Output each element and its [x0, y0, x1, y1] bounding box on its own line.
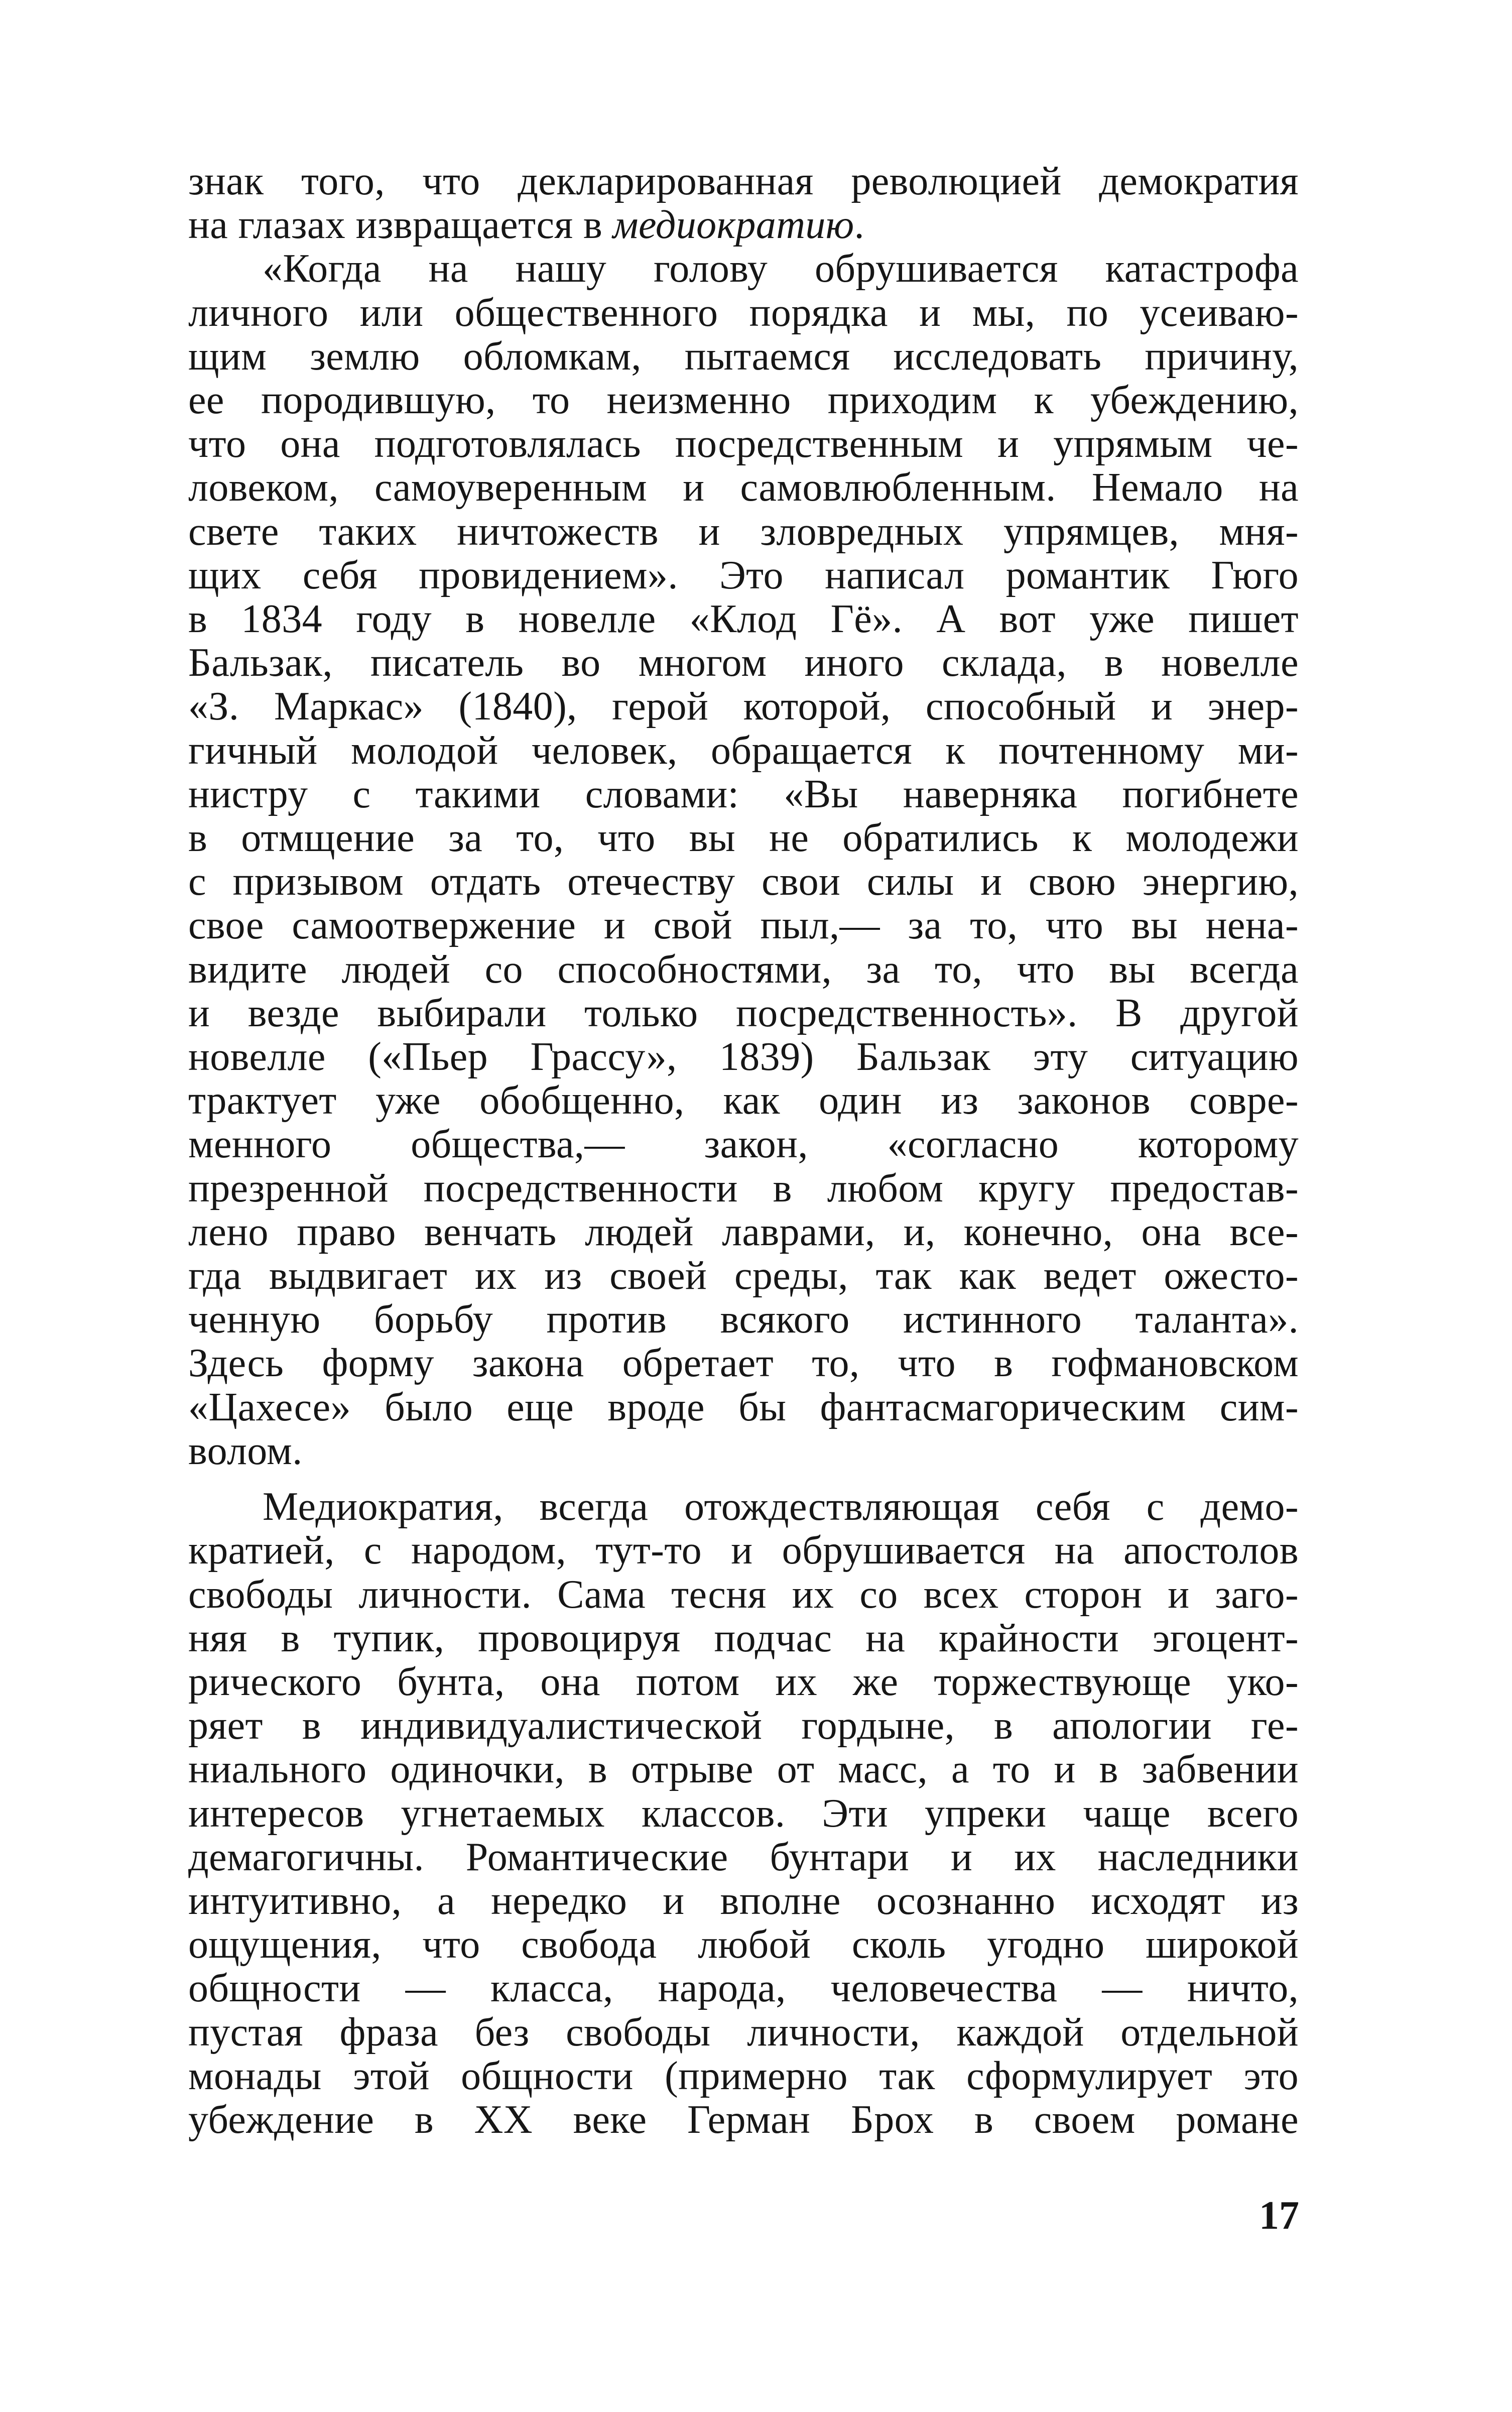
- text-line: рического бунта, она потом их же торжествующе уко-: [188, 1659, 1299, 1704]
- text-line: убеждение в XX веке Герман Брох в своем романе: [188, 2097, 1299, 2142]
- text-line: свободы личности. Сама тесня их со всех сторон и заго-: [188, 1572, 1299, 1617]
- text-line: ловеком, самоуверенным и самовлюбленным. Немало на: [188, 465, 1299, 510]
- text-line: интересов угнетаемых классов. Эти упреки чаще всего: [188, 1791, 1299, 1836]
- text-line: ченную борьбу против всякого истинного таланта».: [188, 1297, 1299, 1342]
- text-line: Здесь форму закона обретает то, что в гофмановском: [188, 1341, 1299, 1386]
- text-line-start: на глазах извращается в: [188, 203, 613, 248]
- text-line: в 1834 году в новелле «Клод Гё». А вот уже пишет: [188, 597, 1299, 642]
- text-line: свое самоотвержение и свой пыл,— за то, что вы нена-: [188, 903, 1299, 948]
- text-line: общности — класса, народа, человечества — ничто,: [188, 1966, 1299, 2011]
- text-line: щим землю обломкам, пытаемся исследовать причину,: [188, 334, 1299, 379]
- paragraph-3: [188, 1485, 1299, 2142]
- text-line: видите людей со способностями, за то, что вы всегда: [188, 947, 1299, 992]
- paragraph-1: [188, 160, 1299, 247]
- text-line: щих себя провидением». Это написал романтик Гюго: [188, 553, 1299, 597]
- text-line: презренной посредственности в любом кругу предостав-: [188, 1166, 1299, 1211]
- text-line: ощущения, что свобода любой сколь угодно широкой: [188, 1922, 1299, 1967]
- text-line: знак того, что декларированная революцией демократия: [188, 159, 1299, 203]
- paragraph-gap: [188, 1473, 1299, 1485]
- text-line: лено право венчать людей лаврами, и, конечно, она все-: [188, 1210, 1299, 1254]
- page-body: [188, 160, 1299, 2142]
- text-line: личного или общественного порядка и мы, по усеиваю-: [188, 290, 1299, 335]
- text-line: няя в тупик, провоцируя подчас на крайности эгоцент-: [188, 1616, 1299, 1660]
- paragraph-2: [188, 247, 1299, 1473]
- text-line: Медиократия, всегда отождествляющая себя с демо-: [263, 1485, 1299, 1529]
- text-line: менного общества,— закон, «согласно которому: [188, 1122, 1299, 1167]
- text-line: [188, 203, 1299, 247]
- text-line: и везде выбирали только посредственность». В другой: [188, 991, 1299, 1035]
- text-line: с призывом отдать отечеству свои силы и свою энергию,: [188, 860, 1299, 904]
- text-line: гда выдвигает их из своей среды, так как ведет ожесто-: [188, 1254, 1299, 1298]
- text-line: пустая фраза без свободы личности, каждой отдельной: [188, 2010, 1299, 2055]
- italic-term: медиократию: [612, 203, 854, 248]
- text-line: что она подготовлялась посредственным и упрямым че-: [188, 422, 1299, 466]
- text-line: нистру с такими словами: «Вы наверняка погибнете: [188, 772, 1299, 816]
- text-line: ряет в индивидуалистической гордыне, в апологии ге-: [188, 1704, 1299, 1748]
- text-line: ее породившую, то неизменно приходим к убеждению,: [188, 378, 1299, 423]
- text-line: трактует уже обобщенно, как один из законов совре-: [188, 1078, 1299, 1123]
- text-line: интуитивно, а нередко и вполне осознанно исходят из: [188, 1878, 1299, 1923]
- text-line: гичный молодой человек, обращается к почтенному ми-: [188, 728, 1299, 773]
- text-line-tail: .: [854, 203, 864, 248]
- text-line: «Когда на нашу голову обрушивается катастрофа: [263, 247, 1299, 291]
- text-line: новелле («Пьер Грассу», 1839) Бальзак эту ситуацию: [188, 1035, 1299, 1079]
- text-line: кратией, с народом, тут-то и обрушивается на апостолов: [188, 1528, 1299, 1573]
- text-line: Бальзак, писатель во многом иного склада, в новелле: [188, 641, 1299, 685]
- text-line: в отмщение за то, что вы не обратились к молодежи: [188, 816, 1299, 861]
- text-line: монады этой общности (примерно так сформулирует это: [188, 2054, 1299, 2098]
- text-line: ниального одиночки, в отрыве от масс, а то и в забвении: [188, 1747, 1299, 1792]
- text-line: «Цахесе» было еще вроде бы фантасмагорическим сим-: [188, 1385, 1299, 1429]
- text-line: волом.: [188, 1428, 303, 1473]
- text-line: «З. Маркас» (1840), герой которой, способный и энер-: [188, 684, 1299, 729]
- page-number: 17: [1259, 2194, 1299, 2238]
- text-line: демагогичны. Романтические бунтари и их наследники: [188, 1835, 1299, 1879]
- text-line: свете таких ничтожеств и зловредных упрямцев, мня-: [188, 509, 1299, 554]
